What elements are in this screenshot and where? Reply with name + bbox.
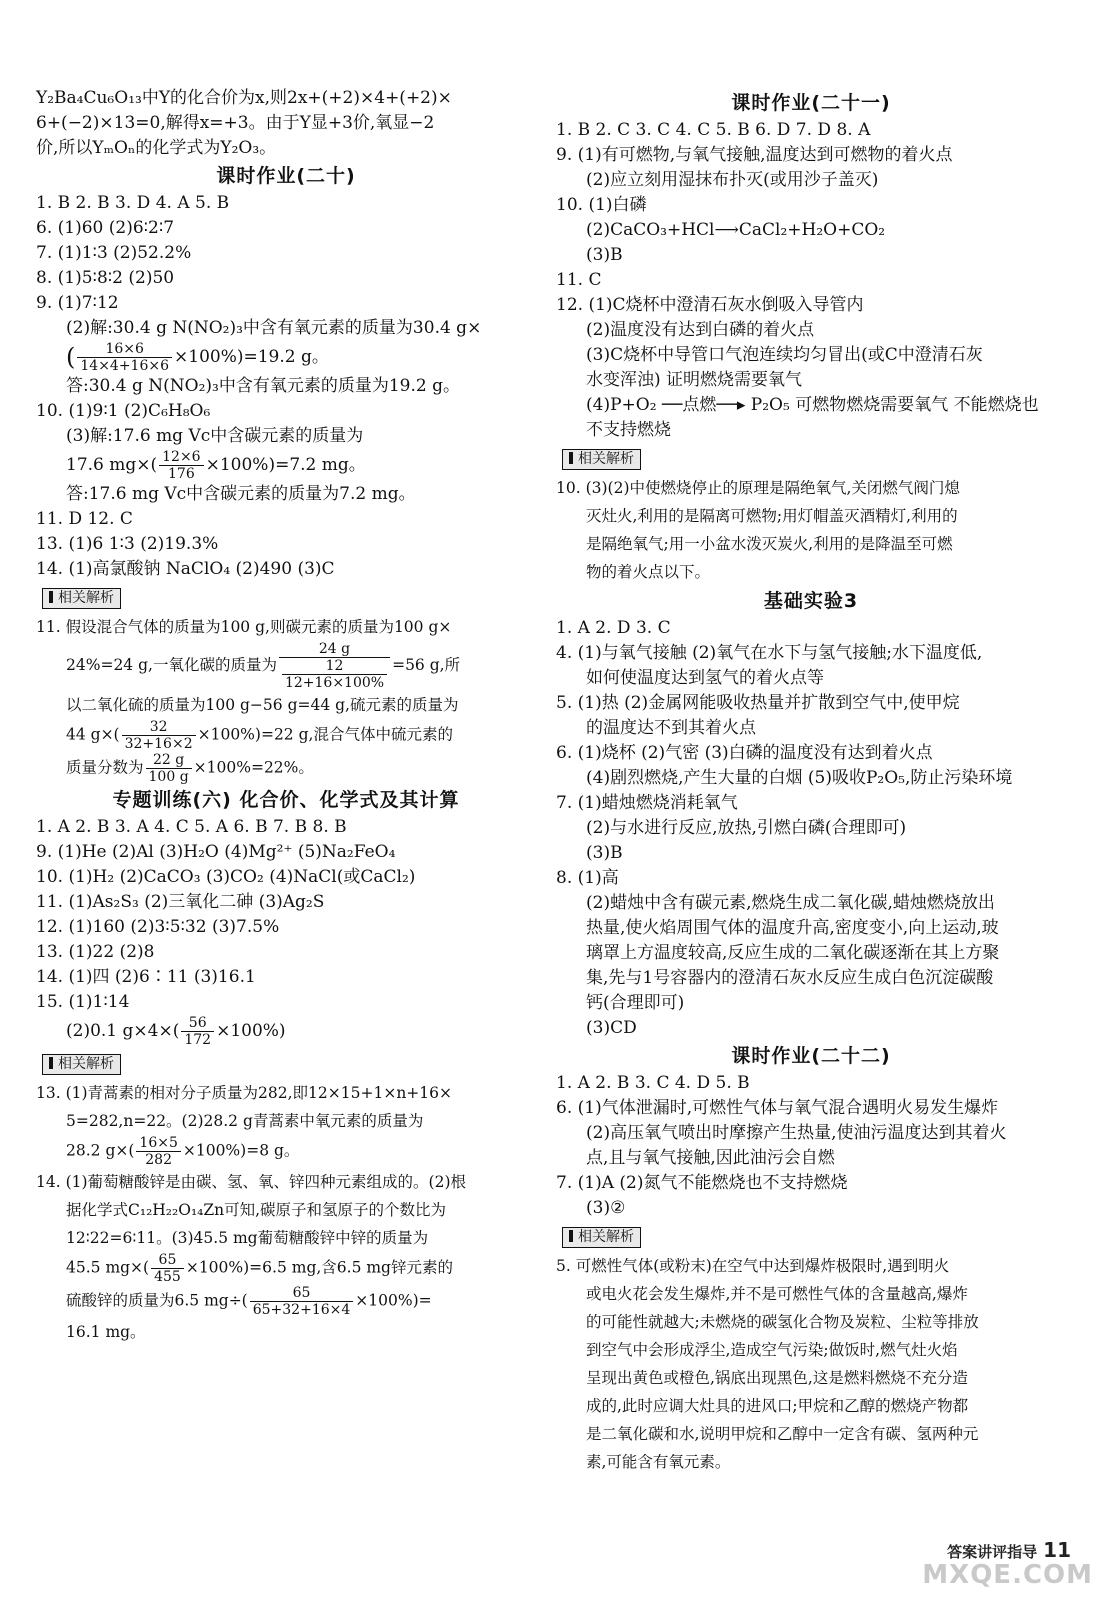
analysis-line: 14. (1)葡萄糖酸锌是由碳、氢、氧、锌四种元素组成的。(2)根 [36, 1173, 466, 1191]
fraction: $\frac{56}{172}$ [181, 1015, 214, 1048]
answer-line: 13. (1)6 1∶3 (2)19.3% [36, 534, 219, 554]
analysis-line: 5=282,n=22。(2)28.2 g青蒿素中氧元素的质量为 [66, 1112, 424, 1130]
answer-line: (2)解:30.4 g N(NO₂)₃中含有氧元素的质量为30.4 g× [66, 318, 482, 338]
analysis-line: 10. (3)(2)中使燃烧停止的原理是隔绝氧气,关闭燃气阀门熄 [556, 479, 960, 497]
answer-line: (2)应立刻用湿抹布扑灭(或用沙子盖灭) [586, 170, 879, 190]
answer-line: 不支持燃烧 [586, 420, 671, 440]
answer-line: 9. (1)有可燃物,与氧气接触,温度达到可燃物的着火点 [556, 145, 953, 165]
analysis-block [556, 474, 1066, 586]
answer-line: 9. (1)He (2)Al (3)H₂O (4)Mg²⁺ (5)Na₂FeO₄ [36, 842, 396, 862]
answer-line: (3)B [586, 245, 623, 265]
fraction: $\frac{12\times 6}{176}$ [159, 449, 203, 482]
answer-line: (2)高压氧气喷出时摩擦产生热量,使油污温度达到其着火 [586, 1123, 1007, 1143]
analysis-line: 成的,此时应调大灶具的进风口;甲烷和乙醇的燃烧产物都 [586, 1397, 969, 1415]
answer-line: (3)解:17.6 mg Vc中含碳元素的质量为 [66, 426, 364, 446]
answer-line: 的温度达不到其着火点 [586, 718, 756, 738]
answer-line: 12. (1)C烧杯中澄清石灰水倒吸入导管内 [556, 295, 864, 315]
answer-line: (2)CaCO₃+HCl⟶CaCl₂+H₂O+CO₂ [586, 220, 886, 240]
answer-line: 8. (1)5∶8∶2 (2)50 [36, 268, 175, 288]
section-heading: 基础实验3 [763, 590, 859, 612]
analysis-line: 13. (1)青蒿素的相对分子质量为282,即12×15+1×n+16× [36, 1084, 452, 1102]
text-line: Y₂Ba₄Cu₆O₁₃中Y的化合价为x,则2x+(+2)×4+(+2)× [36, 88, 452, 108]
analysis-line: 素,可能含有氧元素。 [586, 1453, 731, 1471]
answer-line: 热量,使火焰周围气体的温度升高,密度变小,向上运动,玻 [586, 918, 999, 938]
answer-line: (4)P+O₂ ──点燃──▸ P₂O₅ 可燃物燃烧需要氧气 不能燃烧也 [586, 395, 1039, 415]
answer-line: 7. (1)A (2)氮气不能燃烧也不支持燃烧 [556, 1173, 848, 1193]
answer-line: 6. (1)60 (2)6∶2∶7 [36, 218, 175, 238]
section-heading: 专题训练(六) 化合价、化学式及其计算 [112, 789, 460, 811]
analysis-line: 物的着火点以下。 [586, 563, 711, 581]
answer-line: (3)B [586, 843, 623, 863]
answer-line: 10. (1)白磷 [556, 195, 647, 215]
answer-line: (3)CD [586, 1018, 637, 1038]
analysis-line: 12∶22=6∶11。(3)45.5 mg葡萄糖酸锌中锌的质量为 [66, 1229, 429, 1247]
text-line: 6+(−2)×13=0,解得x=+3。由于Y显+3价,氧显−2 [36, 113, 435, 133]
answer-line: 8. (1)高 [556, 868, 619, 888]
answer-line: 答:30.4 g N(NO₂)₃中含有氧元素的质量为19.2 g。 [66, 376, 460, 396]
answer-line: 1. B 2. C 3. C 4. C 5. B 6. D 7. D 8. A [556, 120, 871, 140]
formula-line: 质量分数为 $\frac{22 g}{100 g}$ ×100%=22%。 [66, 752, 314, 785]
answer-line: 4. (1)与氧气接触 (2)氧气在水下与氢气接触;水下温度低, [556, 643, 983, 663]
analysis-line: 16.1 mg。 [66, 1323, 146, 1341]
footer-label: 答案讲评指导 [947, 1543, 1038, 1561]
analysis-tag: 相关解析 [42, 588, 121, 609]
answer-line: 11. (1)As₂S₃ (2)三氧化二砷 (3)Ag₂S [36, 892, 325, 912]
answer-line: 13. (1)22 (2)8 [36, 942, 155, 962]
answer-line: 7. (1)1∶3 (2)52.2% [36, 243, 192, 263]
formula-line: 17.6 mg×( $\frac{12\times 6}{176}$ ×100%)=7.2 mg。 [66, 449, 366, 482]
analysis-tag: 相关解析 [42, 1054, 121, 1075]
answer-line: 集,先与1号容器内的澄清石灰水反应生成白色沉淀碳酸 [586, 968, 994, 988]
answer-line: 1. A 2. B 3. C 4. D 5. B [556, 1073, 750, 1093]
answer-line: 5. (1)热 (2)金属网能吸收热量并扩散到空气中,使甲烷 [556, 693, 960, 713]
analysis-line: 是隔绝氧气;用一小盆水泼灭炭火,利用的是降温至可燃 [586, 535, 953, 553]
fraction: $\frac{65}{65+32+16\times 4}$ [250, 1285, 354, 1318]
formula-line: 硫酸锌的质量为6.5 mg÷( $\frac{65}{65+32+16\times 4}$ ×100%)= [66, 1285, 432, 1318]
formula-line: 24%=24 g,一氧化碳的质量为 $\frac{24 g}{\frac{12}{12+16\times 100\%}}$ =56 g,所 [66, 641, 461, 691]
analysis-line: 到空气中会形成浮尘,造成空气污染;做饭时,燃气灶火焰 [586, 1341, 958, 1359]
analysis-block [556, 1252, 1066, 1476]
fraction: $\frac{24 g}{\frac{12}{12+16\times 100\%}}$ [279, 641, 390, 691]
watermark-logo: MXQE.COM [922, 1560, 1093, 1590]
answer-line: 1. A 2. B 3. A 4. C 5. A 6. B 7. B 8. B [36, 817, 347, 837]
answer-line: (3)② [586, 1198, 626, 1218]
answer-line: 水变浑浊) 证明燃烧需要氧气 [586, 370, 803, 390]
left-column [36, 86, 536, 1346]
answer-line: 11. C [556, 270, 602, 290]
formula-line: ( $\frac{16\times 6}{14\times 4+16\times 6}$ ×100%)=19.2 g。 [66, 341, 329, 374]
fraction: $\frac{65}{455}$ [151, 1252, 184, 1285]
section-heading: 课时作业(二十) [216, 165, 356, 187]
answer-line: 14. (1)高氯酸钠 NaClO₄ (2)490 (3)C [36, 559, 335, 579]
answer-line: 10. (1)H₂ (2)CaCO₃ (3)CO₂ (4)NaCl(或CaCl₂) [36, 867, 416, 887]
answer-line: 璃罩上方温度较高,反应生成的二氧化碳逐渐在其上方聚 [586, 943, 1000, 963]
analysis-line: 呈现出黄色或橙色,锅底出现黑色,这是燃料燃烧不充分造 [586, 1369, 968, 1387]
analysis-line: 是二氧化碳和水,说明甲烷和乙醇中一定含有碳、氢两种元 [586, 1425, 979, 1443]
answer-line: 6. (1)烧杯 (2)气密 (3)白磷的温度没有达到着火点 [556, 743, 933, 763]
answer-line: 10. (1)9∶1 (2)C₆H₈O₆ [36, 401, 211, 421]
answer-line: 6. (1)气体泄漏时,可燃性气体与氧气混合遇明火易发生爆炸 [556, 1098, 999, 1118]
analysis-line: 灭灶火,利用的是隔离可燃物;用灯帽盖灭酒精灯,利用的 [586, 507, 958, 525]
answer-line: 14. (1)四 (2)6∶11 (3)16.1 [36, 967, 256, 987]
answer-line: 1. B 2. B 3. D 4. A 5. B [36, 193, 230, 213]
answer-line: 15. (1)1∶14 [36, 992, 130, 1012]
answer-line: 9. (1)7∶12 [36, 293, 119, 313]
formula-line: 44 g×( $\frac{32}{32+16\times 2}$ ×100%)=22 g,混合气体中硫元素的 [66, 719, 453, 752]
analysis-tag: 相关解析 [562, 1227, 641, 1248]
answer-line: 点,且与氧气接触,因此油污会自燃 [586, 1148, 835, 1168]
text-line: 价,所以YₘOₙ的化学式为Y₂O₃。 [36, 138, 277, 158]
formula-line: 45.5 mg×( $\frac{65}{455}$ ×100%)=6.5 mg,含6.5 mg锌元素的 [66, 1252, 453, 1285]
answer-line: 11. D 12. C [36, 509, 133, 529]
analysis-line: 11. 假设混合气体的质量为100 g,则碳元素的质量为100 g× [36, 618, 452, 636]
answer-block [556, 1071, 1066, 1221]
analysis-line: 5. 可燃性气体(或粉末)在空气中达到爆炸极限时,遇到明火 [556, 1257, 950, 1275]
answer-block [556, 118, 1066, 443]
analysis-line: 以二氧化硫的质量为100 g−56 g=44 g,硫元素的质量为 [66, 696, 459, 714]
answer-line: 12. (1)160 (2)3∶5∶32 (3)7.5% [36, 917, 280, 937]
fraction: $\frac{32}{32+16\times 2}$ [122, 719, 196, 752]
analysis-line: 据化学式C₁₂H₂₂O₁₄Zn可知,碳原子和氢原子的个数比为 [66, 1201, 447, 1219]
fraction: $\frac{16\times 6}{14\times 4+16\times 6}$ [77, 341, 172, 374]
answer-line: (4)剧烈燃烧,产生大量的白烟 (5)吸收P₂O₅,防止污染环境 [586, 768, 1013, 788]
answer-line: 答:17.6 mg Vc中含碳元素的质量为7.2 mg。 [66, 484, 416, 504]
formula-line: 28.2 g×( $\frac{16\times 5}{282}$ ×100%)=8 g。 [66, 1135, 300, 1168]
page-footer [947, 1538, 1071, 1562]
fraction: $\frac{22 g}{100 g}$ [146, 752, 192, 785]
answer-line: 7. (1)蜡烛燃烧消耗氧气 [556, 793, 738, 813]
section-heading: 课时作业(二十一) [731, 92, 891, 114]
analysis-line: 的可能性就越大;未燃烧的碳氢化合物及炭粒、尘粒等排放 [586, 1313, 979, 1331]
answer-line: 钙(合理即可) [586, 993, 685, 1013]
analysis-line: 或电火花会发生爆炸,并不是可燃性气体的含量越高,爆炸 [586, 1285, 968, 1303]
analysis-tag: 相关解析 [562, 449, 641, 470]
right-column [556, 88, 1066, 1476]
page-number: 11 [1043, 1538, 1071, 1562]
formula-line: (2)0.1 g×4×( $\frac{56}{172}$ ×100%) [66, 1015, 286, 1048]
answer-line: 如何使温度达到氢气的着火点等 [586, 668, 824, 688]
fraction: $\frac{16\times 5}{282}$ [136, 1135, 180, 1168]
answer-block [556, 616, 1066, 1041]
answer-line: (2)蜡烛中含有碳元素,燃烧生成二氧化碳,蜡烛燃烧放出 [586, 893, 995, 913]
section-heading: 课时作业(二十二) [731, 1045, 891, 1067]
answer-line: (3)C烧杯中导管口气泡连续均匀冒出(或C中澄清石灰 [586, 345, 983, 365]
answer-line: (2)与水进行反应,放热,引燃白磷(合理即可) [586, 818, 907, 838]
answer-line: (2)温度没有达到白磷的着火点 [586, 320, 815, 340]
answer-line: 1. A 2. D 3. C [556, 618, 671, 638]
